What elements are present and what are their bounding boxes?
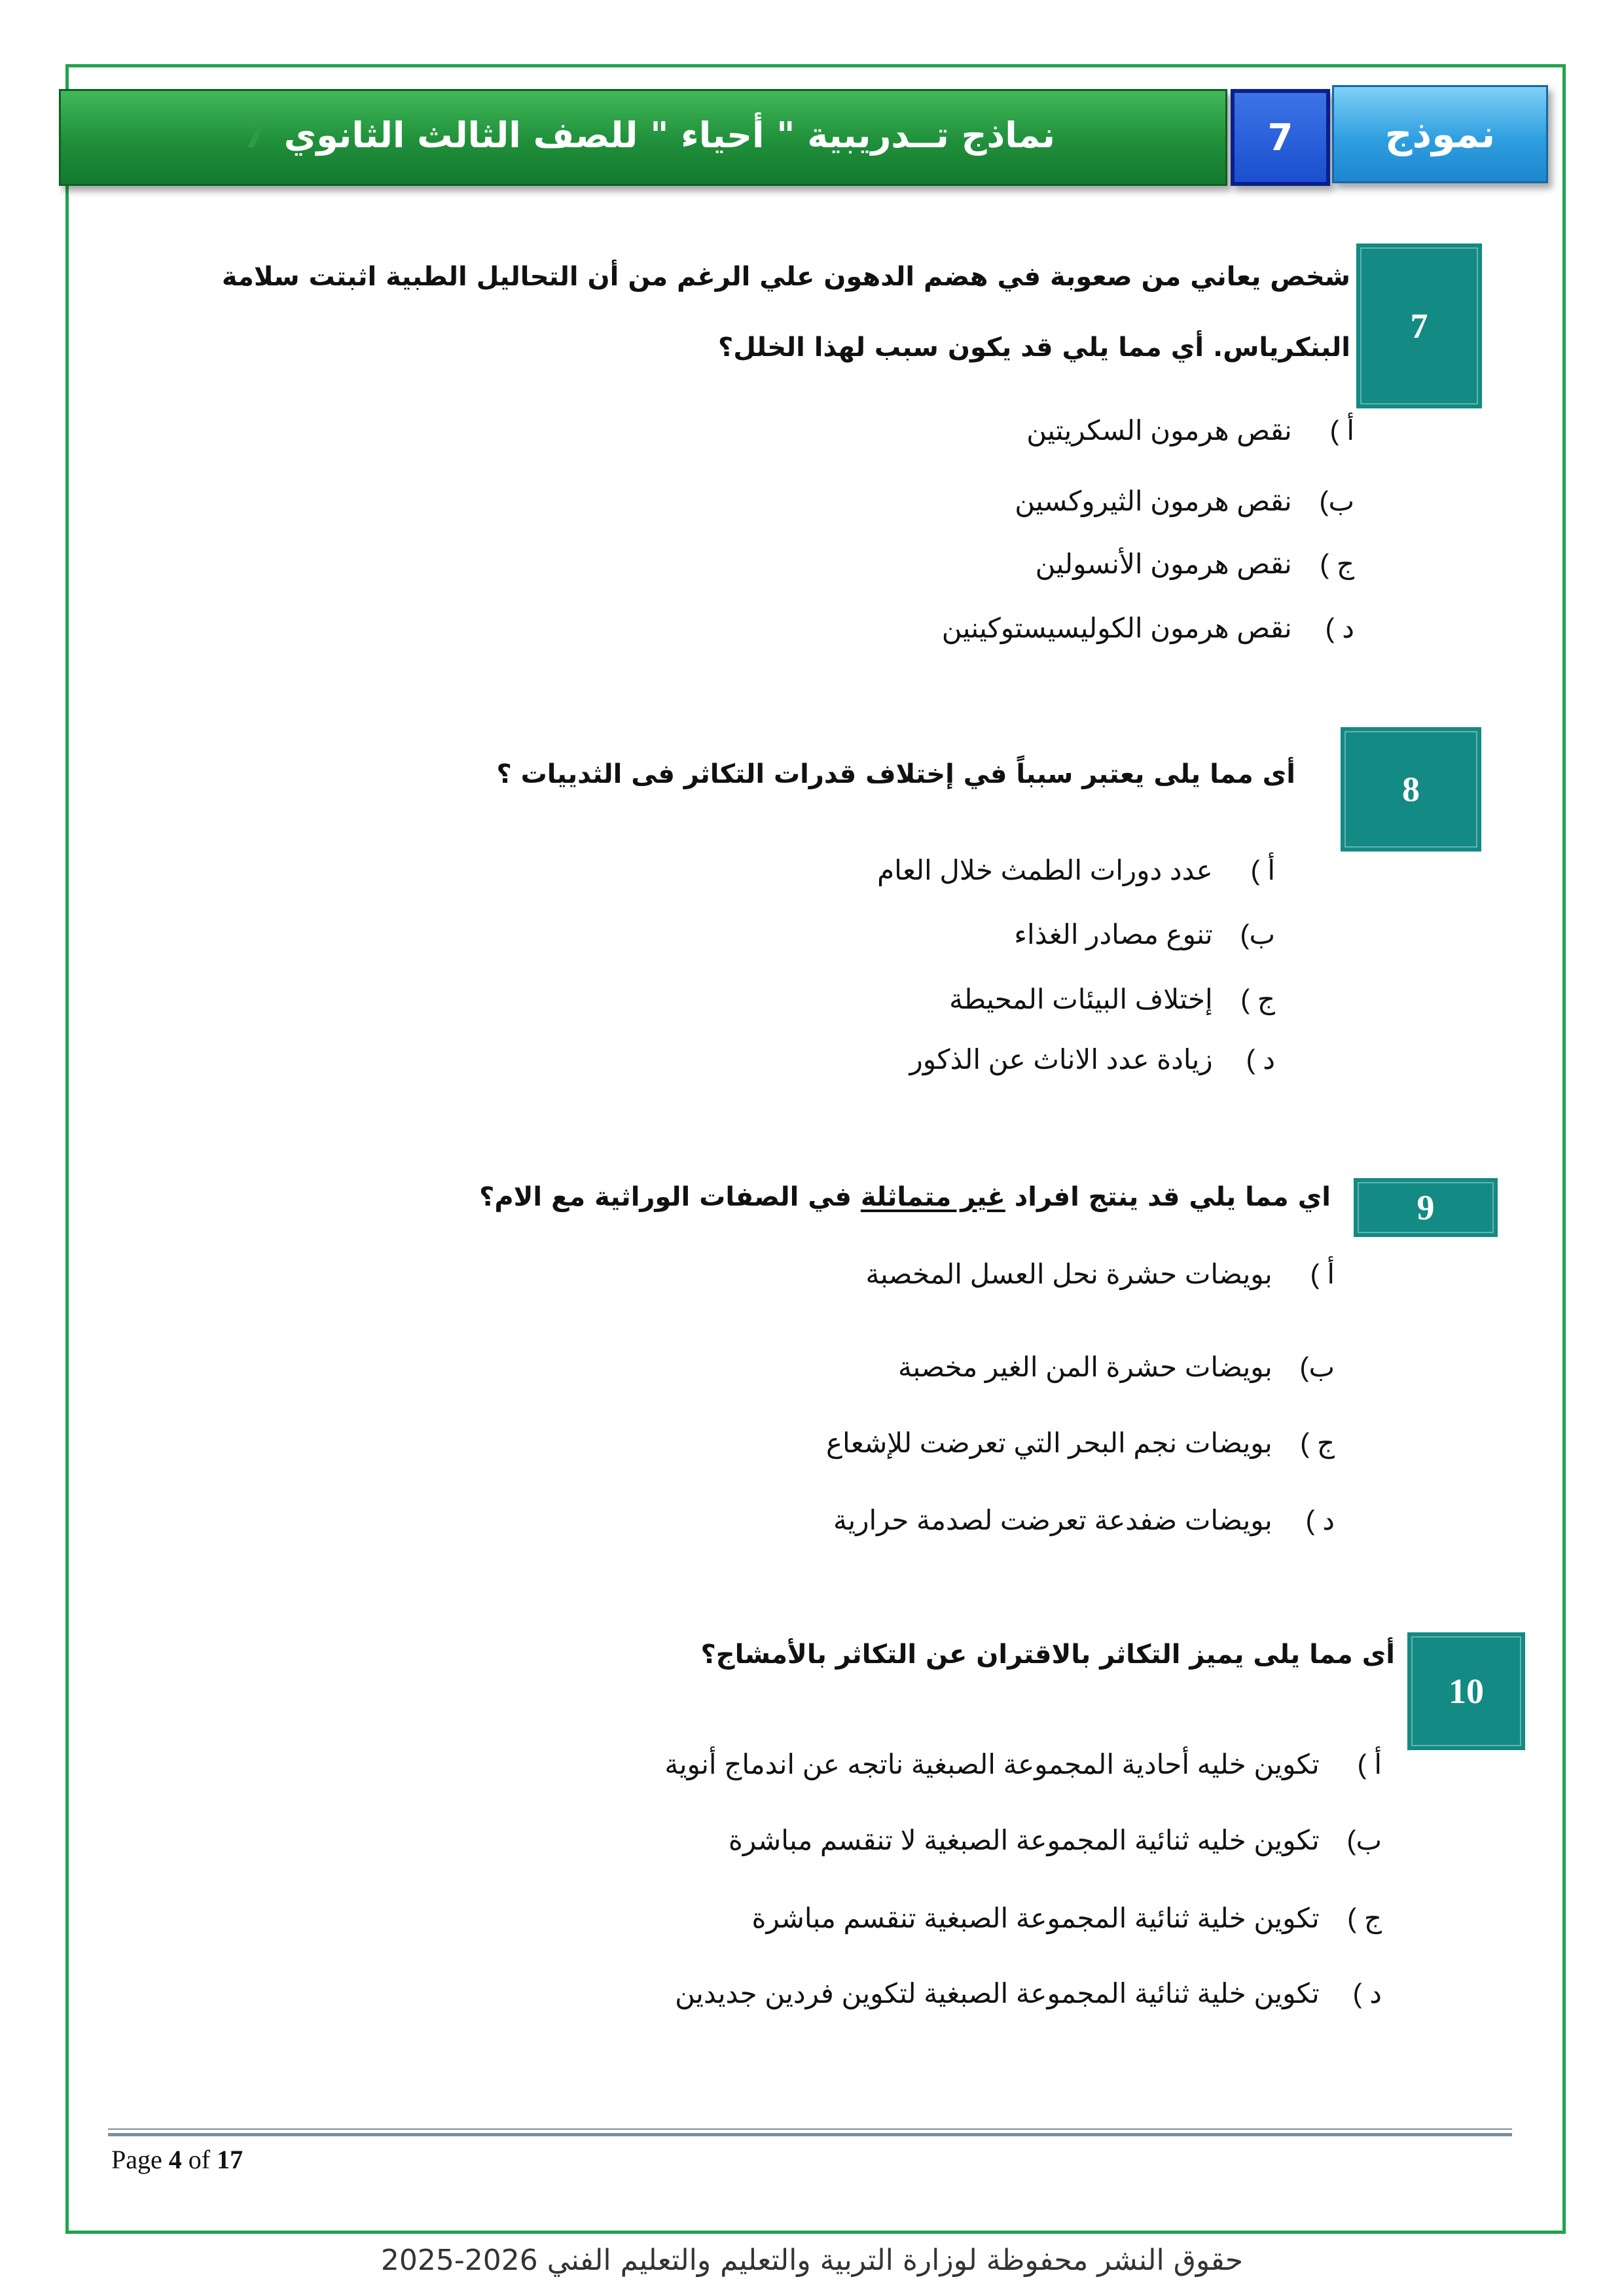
answer-option[interactable]: د ) تكوين خلية ثنائية المجموعة الصبغية لتكوين فردين جديدين (675, 1978, 1382, 2009)
answer-option[interactable]: ب) بويضات حشرة المن الغير مخصبة (898, 1352, 1335, 1382)
answer-option[interactable]: أ ) عدد دورات الطمث خلال العام (877, 855, 1275, 886)
model-number-badge: 7 (1231, 89, 1330, 186)
answer-option[interactable]: د ) نقص هرمون الكوليسيستوكينين (941, 613, 1354, 643)
footer-divider (108, 2128, 1512, 2130)
answer-option[interactable]: ج ) بويضات نجم البحر التي تعرضت للإشعاع (825, 1427, 1335, 1458)
answer-option[interactable]: ج ) نقص هرمون الأنسولين (1035, 548, 1354, 579)
answer-option[interactable]: ب) تنوع مصادر الغذاء (1014, 919, 1275, 950)
footer-divider-thick (108, 2133, 1512, 2136)
answer-option[interactable]: د ) بويضات ضفدعة تعرضت لصدمة حرارية (833, 1505, 1335, 1535)
header-title: نماذج تــدريبية " أحياء " للصف الثالث الثانوي (283, 115, 1055, 156)
question-number-box: 8 (1341, 727, 1481, 852)
question-stem: شخص يعاني من صعوبة في هضم الدهون علي الرغم من أن التحاليل الطبية اثبتت سلامة (221, 262, 1350, 292)
header-ghost-number: 7 (243, 117, 266, 155)
question-stem: أى مما يلى يميز التكاثر بالاقتران عن التكاثر بالأمشاج؟ (700, 1640, 1395, 1670)
header-title-bar (59, 89, 1227, 186)
question-number-box: 7 (1356, 243, 1482, 408)
model-label-badge: نموذج (1332, 85, 1548, 183)
answer-option[interactable]: ب) نقص هرمون الثيروكسين (1015, 486, 1354, 516)
answer-option[interactable]: أ ) بويضات حشرة نحل العسل المخصبة (865, 1259, 1335, 1289)
underlined-phrase: غير متماثلة (860, 1182, 1005, 1212)
question-stem: اي مما يلي قد ينتج افراد غير متماثلة في الصفات الوراثية مع الام؟ (479, 1182, 1331, 1212)
question-stem-line2: البنكرياس. أي مما يلي قد يكون سبب لهذا الخلل؟ (718, 332, 1350, 363)
answer-option[interactable]: أ ) تكوين خليه أحادية المجموعة الصبغية ناتجه عن اندماج أنوية (664, 1749, 1382, 1780)
answer-option[interactable]: ب) تكوين خليه ثنائية المجموعة الصبغية لا تنقسم مباشرة (728, 1825, 1382, 1856)
question-number-box: 9 (1354, 1178, 1498, 1237)
page-number: Page 4 of 17 (111, 2145, 244, 2174)
answer-option[interactable]: أ ) نقص هرمون السكريتين (1026, 415, 1354, 446)
question-number-box: 10 (1407, 1632, 1525, 1750)
answer-option[interactable]: ج ) إختلاف البيئات المحيطة (949, 984, 1275, 1014)
answer-option[interactable]: ج ) تكوين خلية ثنائية المجموعة الصبغية تنقسم مباشرة (751, 1903, 1382, 1933)
question-stem: أى مما يلى يعتبر سبباً في إختلاف قدرات التكاثر فى الثدييات ؟ (496, 759, 1295, 789)
copyright-notice: حقوق النشر محفوظة لوزارة التربية والتعليم والتعليم الفني 2026-2025 (380, 2244, 1244, 2277)
answer-option[interactable]: د ) زيادة عدد الاناث عن الذكور (909, 1044, 1275, 1075)
